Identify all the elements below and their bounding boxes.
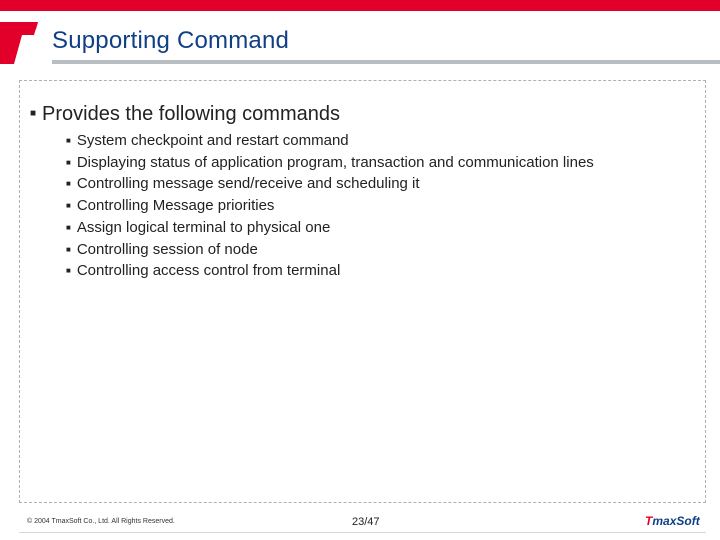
list-item-text: Assign logical terminal to physical one (76, 218, 331, 236)
square-bullet-icon: ■ (66, 136, 71, 145)
square-bullet-icon: ■ (66, 179, 71, 189)
tmaxsoft-wordmark-logo (645, 514, 700, 528)
list-item (66, 152, 594, 174)
list-item-text: Controlling access control from terminal (76, 262, 341, 280)
square-bullet-icon: ■ (66, 222, 71, 232)
square-bullet-icon: ■ (66, 244, 71, 254)
bullet-level-1 (30, 103, 340, 126)
list-item (66, 217, 594, 239)
list-item (66, 239, 594, 261)
list-item-text: Controlling message send/receive and scheduling it (76, 175, 420, 193)
list-item (66, 195, 594, 217)
list-item-text: Displaying status of application program, transaction and communication lines (76, 153, 594, 171)
list-item-text: System checkpoint and restart command (76, 132, 349, 149)
square-bullet-icon: ■ (66, 266, 71, 276)
header-accent-bar (0, 0, 720, 11)
list-item-text: Controlling Message priorities (76, 197, 275, 215)
square-bullet-icon: ■ (30, 108, 37, 119)
copyright-text: © 2004 TmaxSoft Co., Ltd. All Rights Reserved. (27, 518, 175, 525)
slide-title: Supporting Command (52, 27, 290, 54)
sub-bullet-list (66, 130, 594, 282)
list-item (66, 173, 594, 195)
footer-divider (19, 532, 706, 533)
list-item (66, 130, 594, 152)
title-underline (52, 60, 720, 64)
logo-prefix: T (645, 514, 653, 528)
tmaxsoft-t-logo-icon (0, 22, 42, 64)
list-item (66, 260, 594, 282)
list-item-text: Controlling session of node (76, 240, 258, 258)
bullet-level-1-text: Provides the following commands (42, 103, 340, 125)
square-bullet-icon: ■ (66, 157, 71, 167)
page-number: 23/47 (352, 516, 380, 528)
square-bullet-icon: ■ (66, 201, 71, 211)
logo-rest: maxSoft (652, 514, 700, 528)
